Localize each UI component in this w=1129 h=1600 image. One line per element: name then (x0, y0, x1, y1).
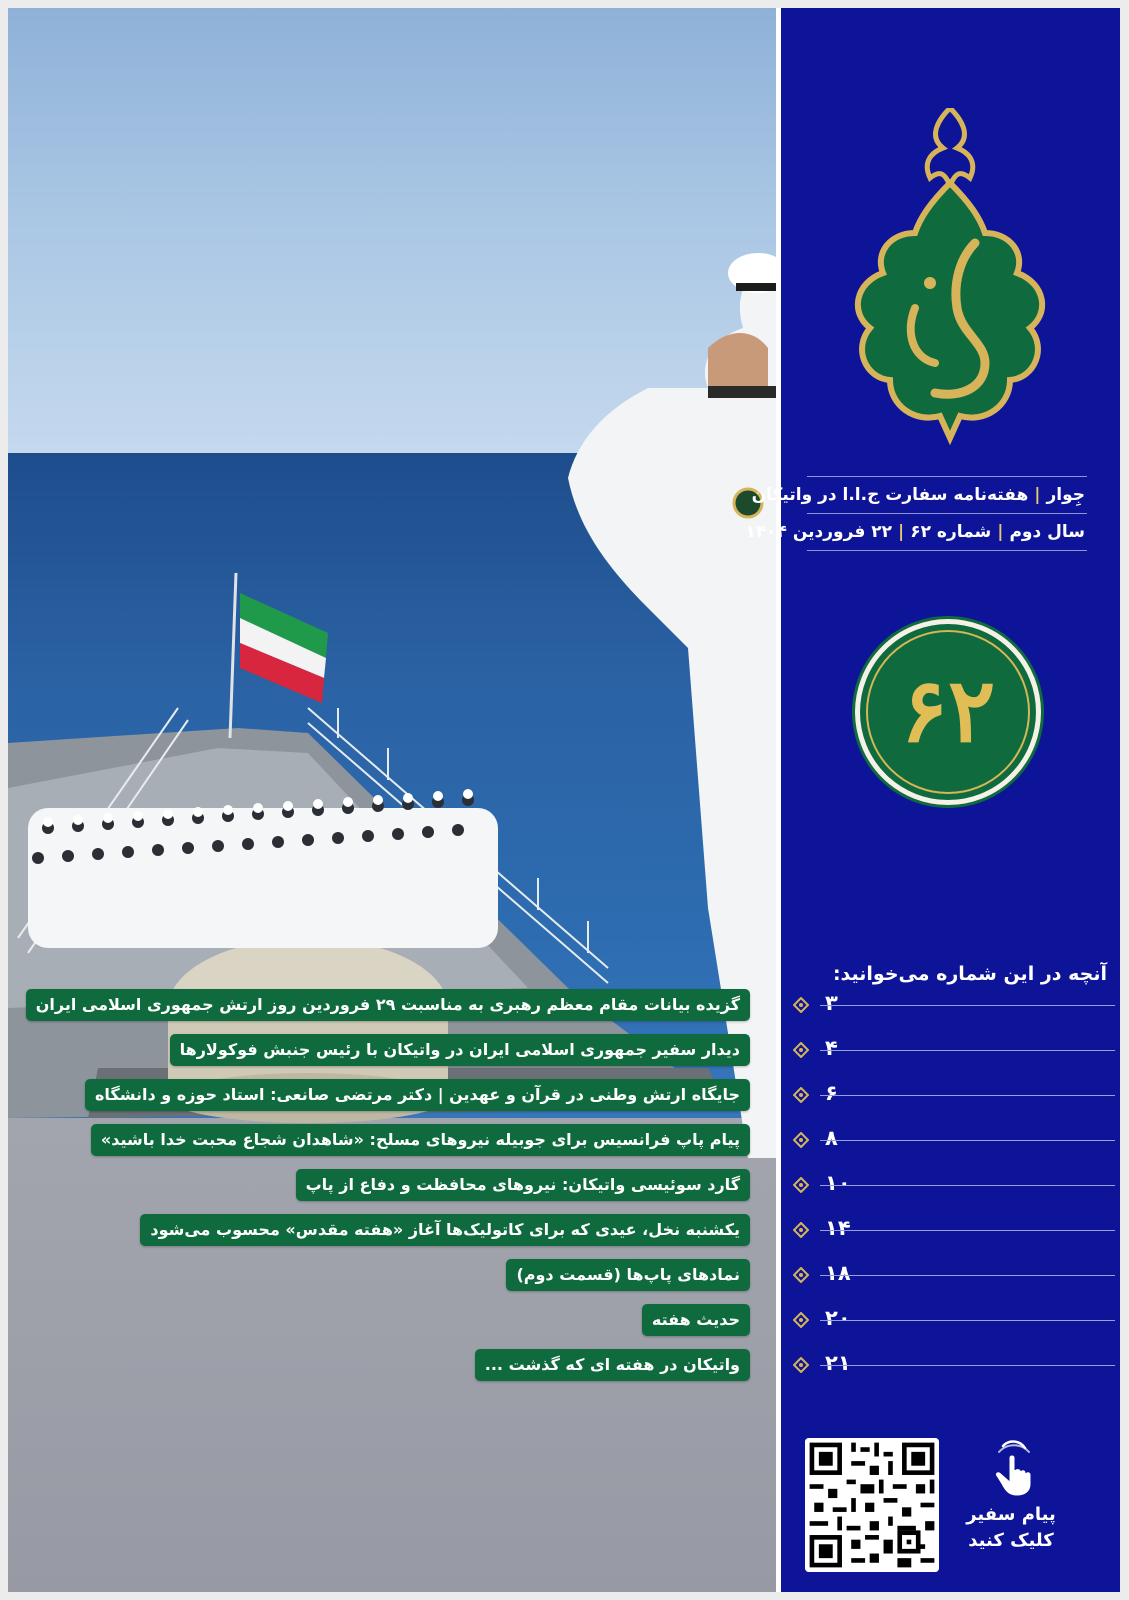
toc-label-7[interactable]: نمادهای پاپ‌ها (قسمت دوم) (506, 1259, 750, 1291)
info-row-issue: سال دوم|شماره ۶۲|۲۲ فروردین ۱۴۰۴ (807, 514, 1087, 551)
toc-line (820, 1140, 1115, 1141)
toc-heading: آنچه در این شماره می‌خوانید: (832, 963, 1107, 985)
toc-page-1: ۳ (825, 991, 838, 1015)
ornament-bullet-icon (793, 1312, 809, 1328)
magazine-issue-label: شماره ۶۲ (910, 522, 992, 542)
toc-label-1[interactable]: گزیده بیانات مقام معظم رهبری به مناسبت ۲۹ فروردین روز ارتش جمهوری اسلامی ایران (26, 989, 750, 1021)
magazine-date: ۲۲ فروردین ۱۴۰۴ (745, 522, 893, 542)
toc-page-2: ۴ (825, 1036, 838, 1060)
tap-hand-icon (981, 1438, 1041, 1498)
toc-page-5: ۱۰ (825, 1171, 851, 1195)
jawar-logo-emblem (835, 108, 1065, 458)
toc-line (820, 1320, 1115, 1321)
magazine-subtitle: هفته‌نامه سفارت ج.ا.ا در واتیکان (751, 485, 1029, 505)
issue-info (745, 476, 1087, 551)
toc-label-6[interactable]: یکشنبه نخل، عیدی که برای کاتولیک‌ها آغاز «هفته مقدس» محسوب می‌شود (140, 1214, 750, 1246)
toc-page-9: ۲۱ (825, 1351, 851, 1375)
ambassador-message-label: پیام سفیر (966, 1504, 1056, 1525)
info-row-title: جِوار|هفته‌نامه سفارت ج.ا.ا در واتیکان (807, 476, 1087, 514)
toc-page-4: ۸ (825, 1126, 838, 1150)
toc-line (820, 1230, 1115, 1231)
qr-code[interactable] (805, 1438, 939, 1572)
toc-label-9[interactable]: واتیکان در هفته ای که گذشت ... (475, 1349, 750, 1381)
ornament-bullet-icon (793, 1087, 809, 1103)
magazine-year: سال دوم (1009, 522, 1085, 542)
toc-line (820, 1050, 1115, 1051)
ornament-bullet-icon (793, 1222, 809, 1238)
toc-label-3[interactable]: جایگاه ارتش وطنی در قرآن و عهدین | دکتر مرتضی صانعی: استاد حوزه و دانشگاه (85, 1079, 750, 1111)
toc-line (820, 1275, 1115, 1276)
toc-page-6: ۱۴ (825, 1216, 851, 1240)
toc-label-2[interactable]: دیدار سفیر جمهوری اسلامی ایران در واتیکان با رئیس جنبش فوکولارها (170, 1034, 750, 1066)
ornament-bullet-icon (793, 1042, 809, 1058)
toc-label-4[interactable]: پیام پاپ فرانسیس برای جوبیله نیروهای مسلح: «شاهدان شجاع محبت خدا باشید» (91, 1124, 750, 1156)
magazine-cover (8, 8, 1120, 1592)
toc-line (820, 1005, 1115, 1006)
ornament-bullet-icon (793, 1177, 809, 1193)
toc-page-3: ۶ (825, 1081, 838, 1105)
issue-number-badge (855, 619, 1041, 805)
ornament-bullet-icon (793, 1267, 809, 1283)
toc-line (820, 1185, 1115, 1186)
toc-line (820, 1365, 1115, 1366)
toc-label-8[interactable]: حدیث هفته (642, 1304, 750, 1336)
magazine-name: جِوار (1046, 485, 1085, 505)
ornament-bullet-icon (793, 1357, 809, 1373)
ambassador-message-link[interactable] (961, 1438, 1061, 1554)
ornament-bullet-icon (793, 997, 809, 1013)
toc-page-7: ۱۸ (825, 1261, 851, 1285)
cover-side-panel (745, 8, 1120, 1592)
click-here-label: کلیک کنید (968, 1530, 1054, 1551)
toc-line (820, 1095, 1115, 1096)
toc-page-8: ۲۰ (825, 1306, 851, 1330)
ornament-bullet-icon (793, 1132, 809, 1148)
toc-label-5[interactable]: گارد سوئیسی واتیکان: نیروهای محافظت و دفاع از پاپ (296, 1169, 750, 1201)
issue-number: ۶۲ (900, 658, 996, 762)
